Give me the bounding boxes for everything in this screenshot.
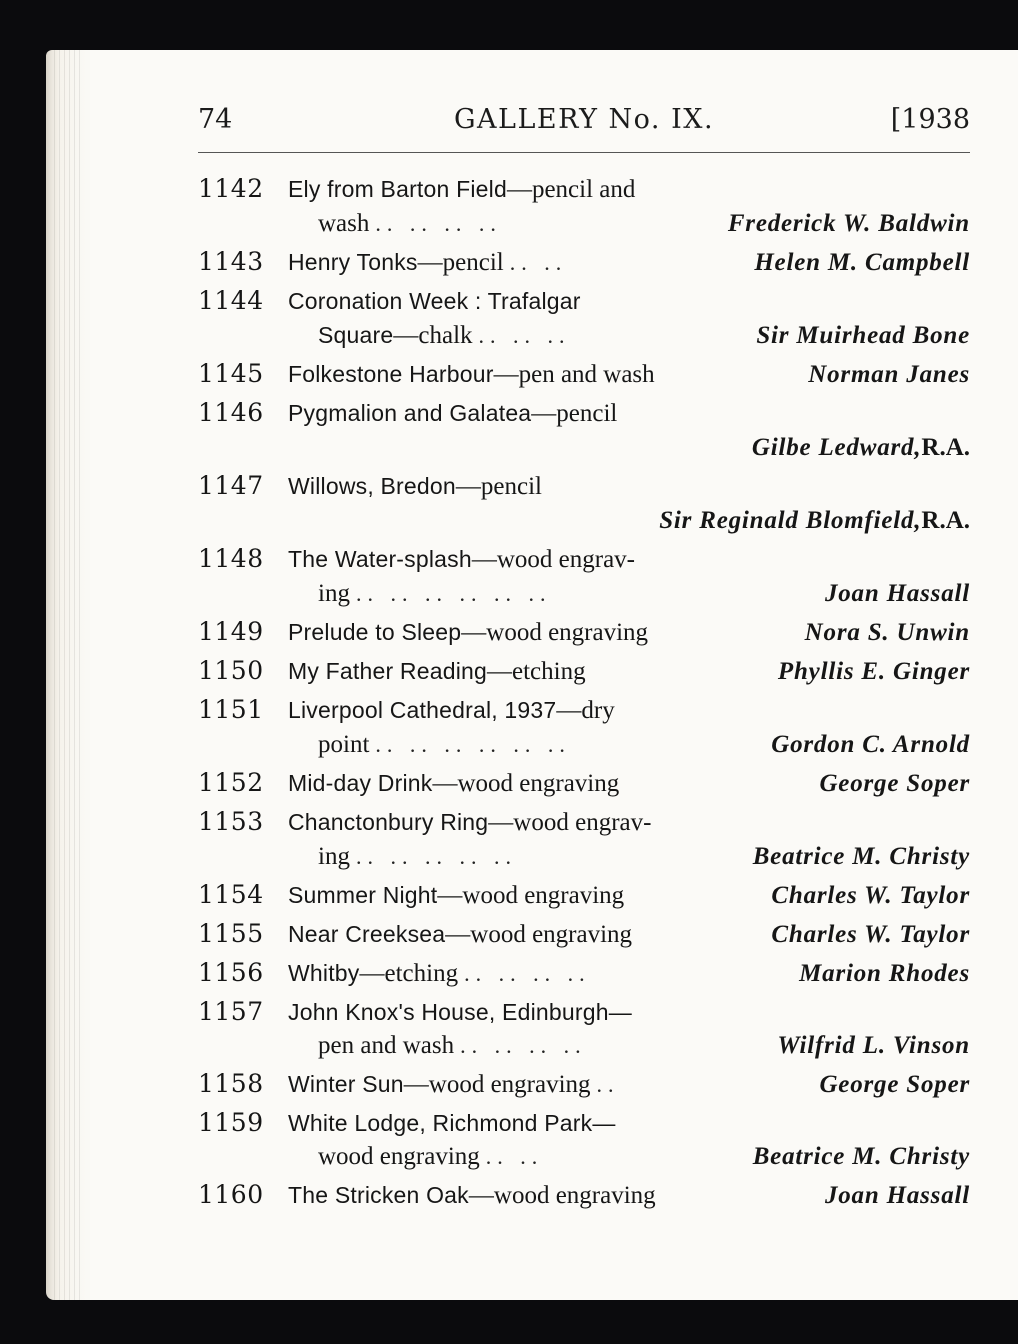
entry-number: 1150 — [198, 656, 264, 685]
entry-body — [288, 995, 970, 1063]
entry-number: 1147 — [198, 471, 264, 500]
catalogue-entries — [198, 172, 970, 1217]
entry-number: 1151 — [198, 695, 264, 724]
artist-name: Sir Reginald Blomfield, — [659, 507, 922, 534]
artist-name: Charles W. Taylor — [771, 882, 970, 909]
entry-line — [288, 245, 970, 280]
entry-line — [288, 396, 970, 431]
artist-name: Marion Rhodes — [799, 960, 970, 987]
entry-line — [288, 284, 970, 318]
work-medium: —pen and wash — [493, 361, 655, 388]
work-title: Henry Tonks — [288, 249, 418, 275]
work-medium: point — [318, 731, 370, 758]
work-medium: —chalk — [393, 322, 473, 349]
leader-dots: .. .. .. — [478, 323, 571, 348]
work-title: The Stricken Oak — [288, 1182, 469, 1208]
artist-name: Gordon C. Arnold — [771, 731, 970, 758]
work-medium: —wood engraving — [403, 1071, 591, 1098]
entry-body — [288, 1106, 970, 1174]
entry-number: 1157 — [198, 997, 264, 1026]
work-medium: —pencil — [455, 473, 542, 500]
catalogue-entry — [198, 542, 970, 611]
work-title: Prelude to Sleep — [288, 619, 462, 645]
entry-line — [288, 431, 970, 465]
entry-number: 1142 — [198, 174, 264, 203]
work-medium: pen and wash — [318, 1032, 455, 1059]
entry-line — [288, 357, 970, 392]
entry-body — [288, 1067, 970, 1102]
work-medium: —etching — [359, 960, 459, 987]
entry-line — [288, 917, 970, 952]
work-title: The Water-splash — [288, 546, 472, 572]
work-title: Coronation Week : Trafalgar — [288, 288, 581, 314]
page-header — [198, 104, 970, 144]
work-title: Whitby — [288, 960, 360, 986]
work-title: Winter Sun — [288, 1071, 404, 1097]
artist-name: Joan Hassall — [824, 1182, 970, 1209]
catalogue-entry — [198, 878, 970, 913]
work-title: Square — [318, 322, 394, 348]
entry-line — [288, 840, 970, 874]
entry-line — [288, 1140, 970, 1174]
page-number: 74 — [198, 104, 233, 135]
work-medium: —etching — [487, 658, 586, 685]
entry-number: 1158 — [198, 1069, 264, 1098]
entry-line — [288, 172, 970, 207]
work-medium: —pencil — [417, 249, 504, 276]
artist-name: Beatrice M. Christy — [752, 843, 970, 870]
work-title: Liverpool Cathedral, 1937 — [288, 697, 557, 723]
work-title: White Lodge, Richmond Park— — [288, 1110, 616, 1136]
entry-line — [288, 504, 970, 538]
leader-dots: .. .. .. .. — [464, 961, 591, 986]
catalogue-entry — [198, 654, 970, 689]
artist-name: Gilbe Ledward, — [751, 434, 922, 461]
entry-body — [288, 654, 970, 689]
entry-line — [288, 318, 970, 353]
artist-name: Norman Janes — [808, 361, 970, 388]
entry-body — [288, 396, 970, 465]
artist-honours: R.A. — [921, 507, 970, 534]
work-medium: —wood engrav- — [488, 809, 652, 836]
entry-line — [288, 766, 970, 801]
entry-body — [288, 284, 970, 353]
artist-name: Helen M. Campbell — [754, 249, 970, 276]
leader-dots: .. .. — [509, 250, 568, 275]
work-medium: —pencil — [531, 400, 618, 427]
entry-body — [288, 1178, 970, 1213]
work-title: Summer Night — [288, 882, 438, 908]
catalogue-entry — [198, 172, 970, 241]
catalogue-entry — [198, 956, 970, 991]
catalogue-entry — [198, 1067, 970, 1102]
entry-line — [288, 1029, 970, 1063]
entry-body — [288, 693, 970, 762]
entry-body — [288, 172, 970, 241]
entry-line — [288, 469, 970, 504]
entry-body — [288, 245, 970, 280]
work-medium: —wood engraving — [468, 1182, 656, 1209]
work-title: Willows, Bredon — [288, 473, 456, 499]
work-medium: ing — [318, 580, 350, 607]
entry-body — [288, 917, 970, 952]
entry-line — [288, 956, 970, 991]
catalogue-entry — [198, 615, 970, 650]
catalogue-entry — [198, 766, 970, 801]
artist-name: Charles W. Taylor — [771, 921, 970, 948]
entry-body — [288, 542, 970, 611]
artist-name: George Soper — [819, 1071, 970, 1098]
entry-number: 1152 — [198, 768, 264, 797]
entry-body — [288, 357, 970, 392]
catalogue-entry — [198, 357, 970, 392]
work-title: My Father Reading — [288, 658, 487, 684]
work-medium: —wood engraving — [445, 921, 633, 948]
entry-number: 1154 — [198, 880, 264, 909]
catalogue-entry — [198, 693, 970, 762]
entry-body — [288, 956, 970, 991]
catalogue-entry — [198, 1178, 970, 1213]
header-rule — [198, 152, 970, 153]
work-title: Ely from Barton Field — [288, 176, 507, 202]
work-medium: —wood engraving — [437, 882, 625, 909]
entry-number: 1144 — [198, 286, 264, 315]
entry-line — [288, 1106, 970, 1140]
entry-number: 1155 — [198, 919, 264, 948]
entry-line — [288, 693, 970, 728]
catalogue-entry — [198, 396, 970, 465]
entry-line — [288, 654, 970, 689]
running-title: GALLERY No. IX. — [453, 104, 715, 135]
entry-number: 1145 — [198, 359, 264, 388]
artist-name: Nora S. Unwin — [804, 619, 970, 646]
leader-dots: .. .. .. .. .. .. — [375, 732, 571, 757]
work-medium: —dry — [556, 697, 615, 724]
work-title: Mid-day Drink — [288, 770, 433, 796]
catalogue-entry — [198, 1106, 970, 1174]
leader-dots: .. .. .. .. .. — [355, 844, 517, 869]
work-medium: ing — [318, 843, 350, 870]
work-title: Chanctonbury Ring — [288, 809, 489, 835]
catalogue-entry — [198, 245, 970, 280]
artist-name: Phyllis E. Ginger — [777, 658, 970, 685]
entry-number: 1156 — [198, 958, 264, 987]
leader-dots: .. .. .. .. .. .. — [355, 581, 552, 606]
leader-dots: .. — [596, 1072, 620, 1097]
leader-dots: .. .. .. .. — [460, 1033, 587, 1058]
entry-line — [288, 577, 970, 611]
work-medium: —wood engrav- — [471, 546, 636, 573]
entry-line — [288, 1178, 970, 1213]
artist-name: Sir Muirhead Bone — [756, 322, 970, 349]
work-title: Folkestone Harbour — [288, 361, 494, 387]
catalogue-entry — [198, 284, 970, 353]
entry-number: 1159 — [198, 1108, 264, 1137]
work-title: John Knox's House, Edinburgh— — [288, 999, 632, 1025]
artist-name: George Soper — [819, 770, 970, 797]
work-medium: wood engraving — [318, 1143, 480, 1170]
work-title: Near Creeksea — [288, 921, 446, 947]
entry-line — [288, 878, 970, 913]
entry-body — [288, 878, 970, 913]
entry-body — [288, 766, 970, 801]
catalogue-entry — [198, 805, 970, 874]
leader-dots: .. .. — [485, 1144, 544, 1169]
entry-line — [288, 1067, 970, 1102]
artist-name: Joan Hassall — [824, 580, 970, 607]
entry-number: 1153 — [198, 807, 264, 836]
work-medium: —pencil and — [506, 176, 636, 203]
entry-number: 1146 — [198, 398, 264, 427]
entry-line — [288, 728, 970, 762]
entry-number: 1143 — [198, 247, 264, 276]
entry-line — [288, 542, 970, 577]
leader-dots: .. .. .. .. — [375, 211, 502, 236]
artist-name: Beatrice M. Christy — [752, 1143, 970, 1170]
catalogue-entry — [198, 995, 970, 1063]
entry-line — [288, 615, 970, 650]
artist-honours: R.A. — [921, 434, 970, 461]
entry-body — [288, 615, 970, 650]
work-medium: —wood engraving — [461, 619, 649, 646]
entry-line — [288, 995, 970, 1029]
work-title: Pygmalion and Galatea — [288, 400, 532, 426]
work-medium: —wood engraving — [432, 770, 620, 797]
entry-number: 1148 — [198, 544, 264, 573]
entry-line — [288, 805, 970, 840]
header-year: [1938 — [890, 104, 970, 135]
entry-body — [288, 805, 970, 874]
artist-name: Frederick W. Baldwin — [727, 210, 970, 237]
artist-name: Wilfrid L. Vinson — [777, 1032, 970, 1059]
catalogue-entry — [198, 917, 970, 952]
entry-body — [288, 469, 970, 538]
work-medium: wash — [318, 210, 370, 237]
catalogue-entry — [198, 469, 970, 538]
entry-line — [288, 207, 970, 241]
entry-number: 1149 — [198, 617, 264, 646]
entry-number: 1160 — [198, 1180, 264, 1209]
